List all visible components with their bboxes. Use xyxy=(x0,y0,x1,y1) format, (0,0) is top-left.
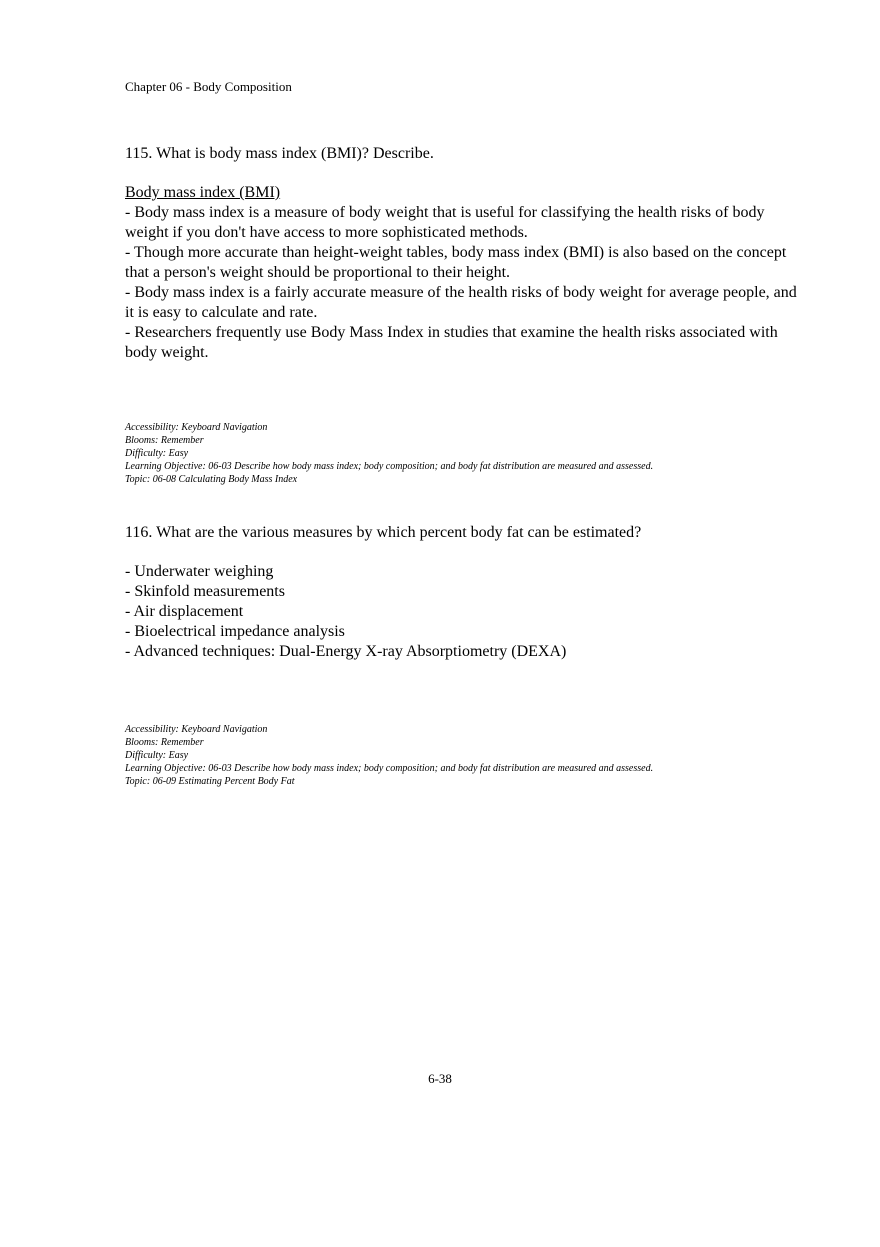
page-number: 6-38 xyxy=(428,1071,452,1086)
answer-line: - Skinfold measurements xyxy=(125,583,285,600)
chapter-header: Chapter 06 - Body Composition xyxy=(125,79,292,94)
question-115 xyxy=(125,144,805,363)
meta-topic: Topic: 06-09 Estimating Percent Body Fat xyxy=(125,776,295,787)
meta-learning-objective: Learning Objective: 06-03 Describe how body mass index; body composition; and body fat distribution are measured and assessed. xyxy=(125,763,654,774)
answer-body xyxy=(125,183,805,363)
question-115-metadata xyxy=(125,421,653,486)
question-116-metadata xyxy=(125,723,653,788)
answer-heading: Body mass index (BMI) xyxy=(125,184,281,201)
answer-line: - Advanced techniques: Dual-Energy X-ray Absorptiometry (DEXA) xyxy=(125,643,567,660)
meta-accessibility: Accessibility: Keyboard Navigation xyxy=(125,724,268,735)
answer-line: - Though more accurate than height-weight tables, body mass index (BMI) is also based on the concept that a person's weight should be proportional to their height. xyxy=(125,244,787,281)
answer-line: - Body mass index is a fairly accurate measure of the health risks of body weight for average people, and it is easy to calculate and rate. xyxy=(125,284,797,321)
question-title: 115. What is body mass index (BMI)? Describe. xyxy=(125,145,434,162)
meta-blooms: Blooms: Remember xyxy=(125,737,204,748)
question-116 xyxy=(125,523,805,662)
meta-blooms: Blooms: Remember xyxy=(125,435,204,446)
meta-topic: Topic: 06-08 Calculating Body Mass Index xyxy=(125,474,298,485)
answer-line: - Researchers frequently use Body Mass Index in studies that examine the health risks associated with body weight. xyxy=(125,324,778,361)
answer-line: - Bioelectrical impedance analysis xyxy=(125,623,345,640)
question-title: 116. What are the various measures by which percent body fat can be estimated? xyxy=(125,524,642,541)
meta-difficulty: Difficulty: Easy xyxy=(125,448,189,459)
answer-line: - Underwater weighing xyxy=(125,563,274,580)
answer-body xyxy=(125,562,805,662)
answer-line: - Body mass index is a measure of body weight that is useful for classifying the health risks of body weight if you don't have access to more sophisticated methods. xyxy=(125,204,765,241)
meta-learning-objective: Learning Objective: 06-03 Describe how body mass index; body composition; and body fat distribution are measured and assessed. xyxy=(125,461,654,472)
meta-accessibility: Accessibility: Keyboard Navigation xyxy=(125,422,268,433)
meta-difficulty: Difficulty: Easy xyxy=(125,750,189,761)
answer-line: - Air displacement xyxy=(125,603,244,620)
